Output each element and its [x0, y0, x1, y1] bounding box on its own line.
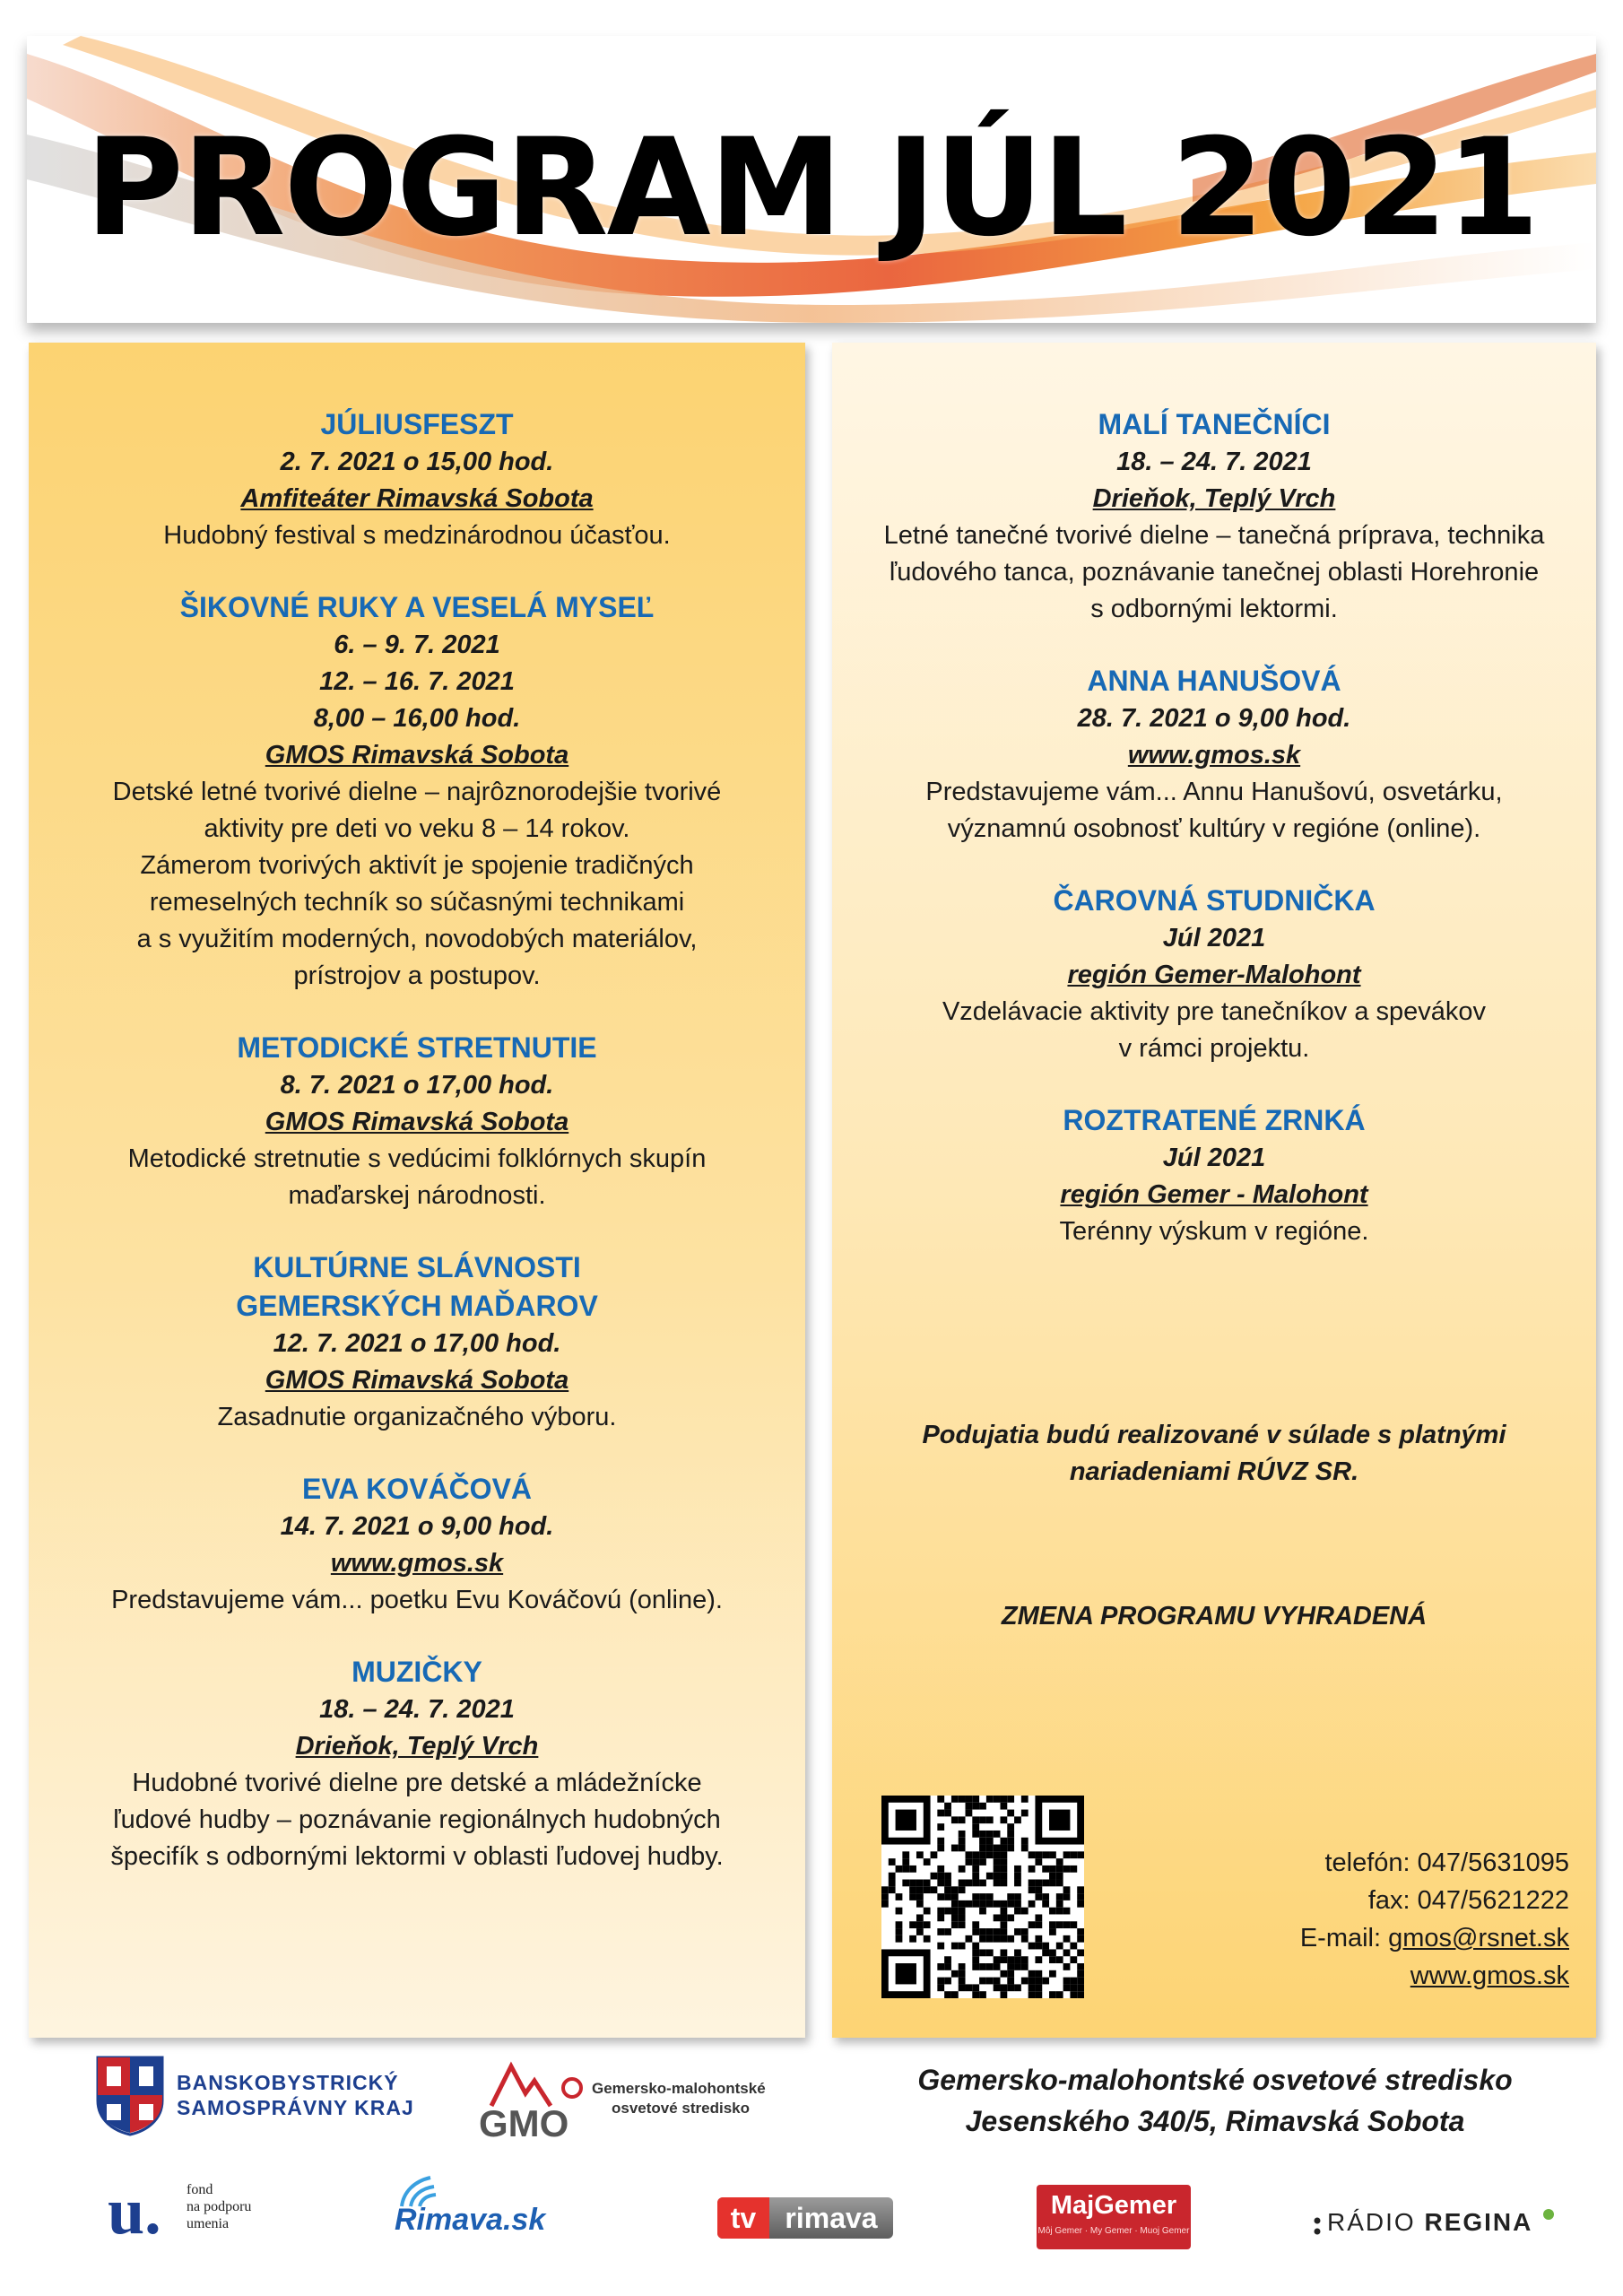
- note-line: Podujatia budú realizované v súlade s platnými: [922, 1421, 1506, 1449]
- event-venue: GMOS Rimavská Sobota: [265, 741, 569, 770]
- event-venue: www.gmos.sk: [1127, 741, 1301, 770]
- event-description: maďarskej národnosti.: [288, 1181, 546, 1210]
- event-description: významnú osobnosť kultúry v regióne (online).: [947, 814, 1481, 843]
- event-venue: Drieňok, Teplý Vrch: [295, 1732, 539, 1761]
- event-date: 2. 7. 2021 o 15,00 hod.: [280, 448, 554, 476]
- gmo-logo-text: [592, 2079, 766, 2118]
- event-title: ROZTRATENÉ ZRNKÁ: [1063, 1104, 1366, 1136]
- event-venue: región Gemer - Malohont: [1060, 1180, 1368, 1209]
- event-description: Predstavujeme vám... poetku Evu Kováčovú (online).: [111, 1586, 723, 1614]
- event-description: Detské letné tvorivé dielne – najrôznorodejšie tvorivé: [112, 778, 722, 806]
- majgemer-subtitle: Môj Gemer · My Gemer · Muoj Gemer: [1037, 2226, 1190, 2236]
- tv-name-part: rimava: [785, 2202, 878, 2234]
- qr-code[interactable]: [881, 1796, 1084, 1998]
- gmo-mark-text: GMO: [479, 2102, 569, 2144]
- event-description: špecifík s odbornými lektormi v oblasti ľudovej hudby.: [110, 1842, 724, 1871]
- radio-regina-text: [1327, 2208, 1532, 2237]
- event-venue: región Gemer-Malohont: [1067, 961, 1361, 989]
- regina-word: REGINA: [1424, 2208, 1533, 2236]
- organizer-block: [861, 2059, 1569, 2142]
- event-date: Júl 2021: [1162, 924, 1266, 952]
- organizer-name: Gemersko-malohontské osvetové stredisko: [917, 2064, 1513, 2096]
- event-description: s odbornými lektormi.: [1090, 595, 1338, 623]
- event-item: [29, 588, 805, 995]
- gmo-logo-mark-icon: [475, 2054, 592, 2144]
- event-item: [832, 405, 1596, 628]
- page-title: PROGRAM JÚL 2021: [84, 110, 1539, 266]
- event-description: a s využitím moderných, novodobých materiálov,: [136, 925, 698, 953]
- event-description: Zámerom tvorivých aktivít je spojenie tradičných: [140, 851, 694, 880]
- gmo-logo: [475, 2054, 780, 2144]
- fpu-line2: na podporu: [187, 2199, 252, 2214]
- radio-dots-icon: [1311, 2212, 1324, 2242]
- event-title: MALÍ TANEČNÍCI: [1098, 408, 1331, 440]
- contact-block: [1300, 1844, 1569, 1995]
- event-venue: Drieňok, Teplý Vrch: [1092, 484, 1336, 513]
- radio-regina-logo: [1311, 2208, 1580, 2244]
- right-program-column: [832, 343, 1596, 2038]
- event-description: prístrojov a postupov.: [293, 961, 541, 990]
- email-link[interactable]: gmos@rsnet.sk: [1388, 1924, 1569, 1952]
- event-date: 18. – 24. 7. 2021: [1116, 448, 1312, 476]
- tv-rimava-logo: [717, 2197, 893, 2239]
- event-venue: Amfiteáter Rimavská Sobota: [240, 484, 594, 513]
- event-description: ľudové hudby – poznávanie regionálnych hudobných: [113, 1805, 721, 1834]
- program-change-notice: ZMENA PROGRAMU VYHRADENÁ: [1001, 1602, 1428, 1631]
- fpu-line1: fond: [187, 2182, 213, 2197]
- event-description: ľudového tanca, poznávanie tanečnej oblasti Horehronie: [889, 558, 1540, 587]
- event-item: [29, 405, 805, 554]
- rimava-sk-logo: [395, 2172, 592, 2246]
- right-event-list: [832, 405, 1596, 1284]
- bbsk-line1: BANSKOBYSTRICKÝ: [177, 2071, 399, 2094]
- event-venue: www.gmos.sk: [330, 1549, 504, 1578]
- bbsk-logo: [94, 2054, 435, 2136]
- fpu-logo-mark-icon: [108, 2181, 183, 2240]
- event-item: [832, 1101, 1596, 1250]
- regulation-note: [832, 1417, 1596, 1491]
- event-item: [832, 662, 1596, 848]
- event-description: aktivity pre deti vo veku 8 – 14 rokov.: [204, 814, 630, 843]
- organizer-address: Jesenského 340/5, Rimavská Sobota: [965, 2105, 1465, 2137]
- event-description: Hudobné tvorivé dielne pre detské a mládežnícke: [132, 1769, 702, 1797]
- event-description: Predstavujeme vám... Annu Hanušovú, osvetárku,: [925, 778, 1503, 806]
- gmo-line1: Gemersko-malohontské: [592, 2080, 766, 2097]
- fond-na-podporu-umenia-logo: [108, 2181, 305, 2240]
- gmo-line2: osvetové stredisko: [612, 2100, 751, 2117]
- event-date: 28. 7. 2021 o 9,00 hod.: [1077, 704, 1351, 733]
- majgemer-title: MajGemer: [1050, 2191, 1177, 2220]
- event-title: JÚLIUSFESZT: [320, 408, 514, 440]
- event-item: [29, 1029, 805, 1214]
- event-title: METODICKÉ STRETNUTIE: [237, 1031, 597, 1064]
- fpu-mark-text: u.: [108, 2181, 161, 2240]
- fpu-logo-text: [187, 2181, 251, 2232]
- contact-fax: fax: 047/5621222: [1367, 1886, 1569, 1915]
- contact-email-row: [1300, 1919, 1569, 1957]
- tv-part: tv: [717, 2197, 769, 2239]
- event-item: [29, 1470, 805, 1619]
- majgemer-logo: [1037, 2185, 1191, 2249]
- event-venue: GMOS Rimavská Sobota: [265, 1108, 569, 1136]
- event-description: Metodické stretnutie s vedúcimi folklórnych skupín: [127, 1144, 707, 1173]
- event-item: [832, 882, 1596, 1067]
- event-title: EVA KOVÁČOVÁ: [301, 1473, 533, 1505]
- event-description: Hudobný festival s medzinárodnou účasťou.: [163, 521, 671, 550]
- header-banner: [27, 36, 1596, 323]
- event-title: GEMERSKÝCH MAĎAROV: [236, 1290, 598, 1322]
- left-program-column: [29, 343, 805, 2038]
- event-description: v rámci projektu.: [1118, 1034, 1310, 1063]
- website-link[interactable]: www.gmos.sk: [1410, 1961, 1569, 1990]
- note-line: nariadeniami RÚVZ SR.: [1069, 1457, 1359, 1486]
- radio-accent-dot-icon: [1542, 2208, 1555, 2221]
- tv-rimava-badge: [717, 2197, 893, 2239]
- event-title: ČAROVNÁ STUDNIČKA: [1053, 884, 1376, 917]
- majgemer-badge: [1037, 2185, 1191, 2249]
- event-item: [29, 1248, 805, 1436]
- bbsk-line2: SAMOSPRÁVNY KRAJ: [177, 2096, 414, 2119]
- event-title: ANNA HANUŠOVÁ: [1087, 665, 1341, 697]
- rimava-sk-text: Rimava.sk: [395, 2203, 546, 2237]
- event-date: Júl 2021: [1162, 1144, 1266, 1172]
- event-venue: GMOS Rimavská Sobota: [265, 1366, 569, 1395]
- radio-word: RÁDIO: [1327, 2208, 1425, 2236]
- event-title: MUZIČKY: [352, 1656, 482, 1688]
- event-date: 12. 7. 2021 o 17,00 hod.: [273, 1329, 561, 1358]
- event-description: Zasadnutie organizačného výboru.: [217, 1403, 617, 1431]
- event-description: remeselných techník so súčasnými technikami: [149, 888, 685, 917]
- event-date: 8,00 – 16,00 hod.: [313, 704, 521, 733]
- email-label: E-mail:: [1299, 1924, 1389, 1952]
- fpu-line3: umenia: [187, 2216, 230, 2231]
- event-title: ŠIKOVNÉ RUKY A VESELÁ MYSEĽ: [179, 591, 655, 623]
- event-date: 14. 7. 2021 o 9,00 hod.: [280, 1512, 554, 1541]
- event-description: Vzdelávacie aktivity pre tanečníkov a spevákov: [942, 997, 1487, 1026]
- event-item: [29, 1653, 805, 1875]
- event-date: 8. 7. 2021 o 17,00 hod.: [280, 1071, 554, 1100]
- event-description: Terénny výskum v regióne.: [1059, 1217, 1369, 1246]
- left-event-list: [29, 405, 805, 1909]
- bbsk-coat-of-arms-icon: [94, 2054, 166, 2136]
- contact-phone: telefón: 047/5631095: [1324, 1848, 1569, 1877]
- event-date: 18. – 24. 7. 2021: [319, 1695, 515, 1724]
- event-title: KULTÚRNE SLÁVNOSTI: [253, 1251, 581, 1283]
- bbsk-logo-text: [177, 2070, 414, 2120]
- event-description: Letné tanečné tvorivé dielne – tanečná príprava, technika: [883, 521, 1545, 550]
- event-date: 12. – 16. 7. 2021: [319, 667, 515, 696]
- event-date: 6. – 9. 7. 2021: [334, 631, 500, 659]
